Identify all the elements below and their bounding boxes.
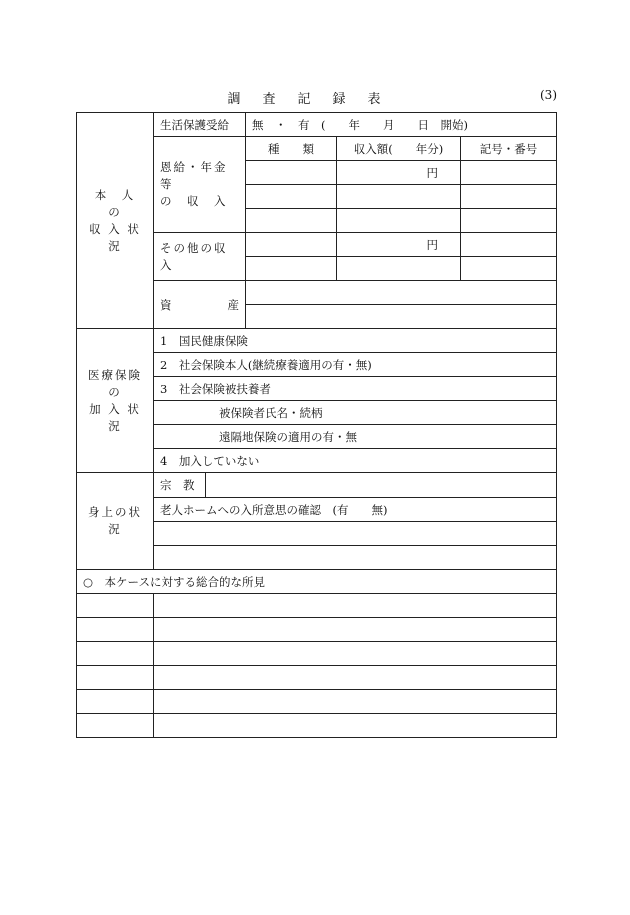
insurance-section-label: 医療保険の 加 入 状 況	[77, 329, 154, 473]
findings-text-cell[interactable]	[154, 690, 557, 714]
assets-cell[interactable]	[246, 281, 557, 305]
insurance-item-4[interactable]: 4 加入していない	[154, 449, 557, 473]
income-section-label: 本 人 の 収 入 状 況	[77, 113, 154, 329]
findings-left-cell[interactable]	[77, 594, 154, 618]
remote-insurance[interactable]: 遠隔地保険の適用の有・無	[154, 425, 557, 449]
findings-row	[77, 618, 557, 642]
findings-row	[77, 594, 557, 618]
assets-label: 資 産	[154, 281, 246, 329]
other-amount-cell[interactable]: 円	[337, 233, 461, 257]
page-title: 調査記録表	[227, 92, 403, 107]
religion-row	[77, 473, 557, 498]
pension-number-cell[interactable]	[461, 209, 557, 233]
findings-header-row	[77, 570, 557, 594]
nursing-home-intent[interactable]: 老人ホームへの入所意思の確認 (有 無)	[154, 498, 557, 522]
survey-record-table	[76, 112, 557, 738]
pension-type-cell[interactable]	[246, 209, 337, 233]
personal-blank-cell[interactable]	[154, 546, 557, 570]
findings-text-cell[interactable]	[154, 594, 557, 618]
religion-label: 宗 教	[154, 473, 206, 497]
personal-section-label: 身上の状況	[77, 473, 154, 570]
pension-income-label: 恩給・年金等 の 収 入	[154, 137, 246, 233]
findings-left-cell[interactable]	[77, 690, 154, 714]
other-type-cell[interactable]	[246, 233, 337, 257]
column-type: 種 類	[246, 137, 337, 161]
findings-left-cell[interactable]	[77, 618, 154, 642]
findings-row	[77, 666, 557, 690]
column-amount: 収入額( 年分)	[337, 137, 461, 161]
findings-text-cell[interactable]	[154, 618, 557, 642]
religion-value[interactable]	[206, 473, 556, 497]
other-number-cell[interactable]	[461, 233, 557, 257]
findings-row	[77, 642, 557, 666]
pension-number-cell[interactable]	[461, 185, 557, 209]
welfare-value[interactable]: 無 ・ 有 ( 年 月 日 開始)	[246, 113, 557, 137]
findings-left-cell[interactable]	[77, 666, 154, 690]
pension-type-cell[interactable]	[246, 161, 337, 185]
personal-blank-cell[interactable]	[154, 522, 557, 546]
findings-text-cell[interactable]	[154, 642, 557, 666]
column-number: 記号・番号	[461, 137, 557, 161]
other-amount-cell[interactable]	[337, 257, 461, 281]
findings-row	[77, 714, 557, 738]
pension-amount-cell[interactable]	[337, 185, 461, 209]
insurance-item-2[interactable]: 2 社会保険本人(継続療養適用の有・無)	[154, 353, 557, 377]
findings-text-cell[interactable]	[154, 666, 557, 690]
pension-number-cell[interactable]	[461, 161, 557, 185]
insurance-item-1[interactable]: 1 国民健康保険	[154, 329, 557, 353]
pension-type-cell[interactable]	[246, 185, 337, 209]
pension-amount-cell[interactable]	[337, 209, 461, 233]
findings-text-cell[interactable]	[154, 714, 557, 738]
findings-row	[77, 690, 557, 714]
welfare-label: 生活保護受給	[154, 113, 246, 137]
page-number: (3)	[540, 88, 557, 102]
insured-name-relation[interactable]: 被保険者氏名・続柄	[154, 401, 557, 425]
pension-amount-cell[interactable]: 円	[337, 161, 461, 185]
welfare-row	[77, 113, 557, 137]
findings-label: ○ 本ケースに対する総合的な所見	[77, 570, 557, 594]
other-type-cell[interactable]	[246, 257, 337, 281]
findings-left-cell[interactable]	[77, 714, 154, 738]
other-income-label: その他の収入	[154, 233, 246, 281]
findings-left-cell[interactable]	[77, 642, 154, 666]
assets-cell[interactable]	[246, 305, 557, 329]
other-number-cell[interactable]	[461, 257, 557, 281]
religion-cell	[154, 473, 557, 498]
insurance-row	[77, 329, 557, 353]
insurance-item-3[interactable]: 3 社会保険被扶養者	[154, 377, 557, 401]
